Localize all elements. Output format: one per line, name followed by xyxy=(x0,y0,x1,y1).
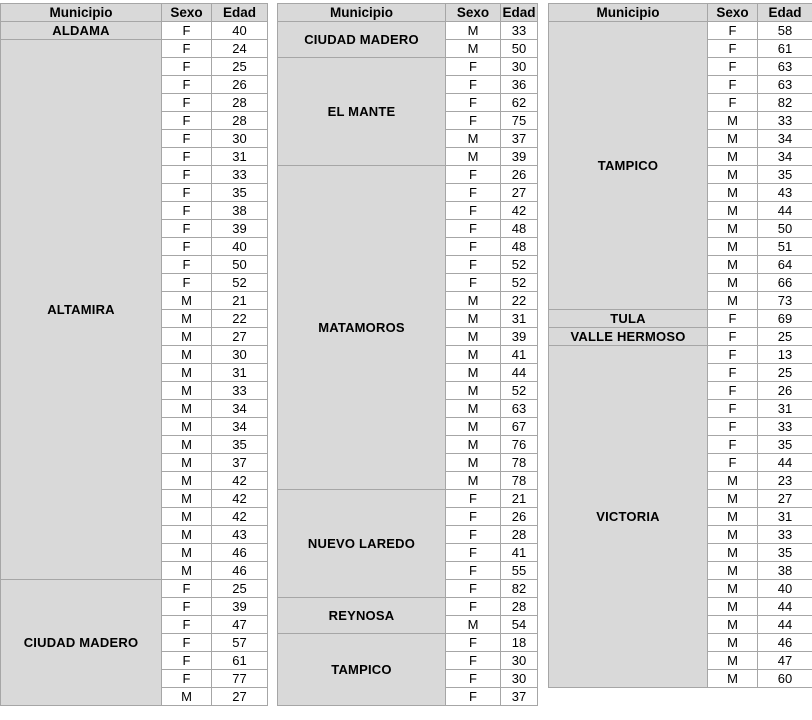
sexo-cell: M xyxy=(446,454,501,472)
edad-cell: 78 xyxy=(501,472,538,490)
sexo-cell: F xyxy=(708,310,758,328)
edad-cell: 26 xyxy=(501,166,538,184)
sexo-cell: M xyxy=(708,292,758,310)
sexo-cell: M xyxy=(162,688,212,706)
sexo-cell: M xyxy=(162,562,212,580)
edad-cell: 61 xyxy=(212,652,268,670)
sexo-cell: M xyxy=(446,436,501,454)
edad-cell: 35 xyxy=(758,166,812,184)
sexo-cell: M xyxy=(708,238,758,256)
sexo-cell: F xyxy=(162,670,212,688)
sexo-cell: M xyxy=(708,130,758,148)
sexo-cell: M xyxy=(446,400,501,418)
edad-cell: 38 xyxy=(758,562,812,580)
municipio-cell: VICTORIA xyxy=(549,346,708,688)
edad-cell: 46 xyxy=(212,544,268,562)
sexo-cell: M xyxy=(162,310,212,328)
sexo-cell: F xyxy=(162,256,212,274)
sexo-cell: F xyxy=(708,454,758,472)
edad-cell: 25 xyxy=(212,580,268,598)
table-row xyxy=(549,346,812,364)
sexo-cell: F xyxy=(708,40,758,58)
sexo-cell: F xyxy=(708,364,758,382)
edad-cell: 44 xyxy=(501,364,538,382)
sexo-cell: M xyxy=(446,418,501,436)
sexo-cell: M xyxy=(708,634,758,652)
sexo-cell: M xyxy=(708,166,758,184)
sexo-cell: F xyxy=(162,130,212,148)
edad-cell: 66 xyxy=(758,274,812,292)
sexo-cell: F xyxy=(446,598,501,616)
sexo-cell: F xyxy=(446,184,501,202)
table-row xyxy=(278,166,538,184)
edad-cell: 42 xyxy=(501,202,538,220)
edad-cell: 51 xyxy=(758,238,812,256)
table-body xyxy=(549,22,812,688)
sexo-cell: M xyxy=(162,328,212,346)
sexo-cell: F xyxy=(162,166,212,184)
sexo-cell: F xyxy=(162,598,212,616)
edad-cell: 34 xyxy=(212,400,268,418)
municipio-cell: ALTAMIRA xyxy=(1,40,162,580)
sexo-cell: F xyxy=(162,148,212,166)
edad-cell: 28 xyxy=(212,112,268,130)
table-body xyxy=(1,22,268,706)
data-table-3 xyxy=(548,3,812,688)
edad-cell: 30 xyxy=(501,652,538,670)
sexo-cell: M xyxy=(162,508,212,526)
edad-cell: 50 xyxy=(501,40,538,58)
sexo-cell: F xyxy=(446,220,501,238)
sexo-cell: F xyxy=(162,40,212,58)
municipio-cell: TAMPICO xyxy=(549,22,708,310)
sexo-cell: M xyxy=(162,382,212,400)
edad-cell: 55 xyxy=(501,562,538,580)
edad-cell: 76 xyxy=(501,436,538,454)
sexo-cell: F xyxy=(708,400,758,418)
edad-cell: 33 xyxy=(501,22,538,40)
sexo-cell: F xyxy=(162,184,212,202)
edad-cell: 33 xyxy=(212,382,268,400)
table-row xyxy=(278,634,538,652)
edad-cell: 52 xyxy=(501,274,538,292)
edad-cell: 30 xyxy=(501,58,538,76)
edad-cell: 13 xyxy=(758,346,812,364)
data-table-2 xyxy=(277,3,538,706)
edad-cell: 25 xyxy=(758,364,812,382)
sexo-cell: M xyxy=(708,256,758,274)
sexo-cell: F xyxy=(446,526,501,544)
edad-cell: 39 xyxy=(501,148,538,166)
edad-cell: 47 xyxy=(212,616,268,634)
header-sexo: Sexo xyxy=(446,4,501,22)
municipio-cell: CIUDAD MADERO xyxy=(278,22,446,58)
sexo-cell: M xyxy=(708,184,758,202)
municipio-cell: VALLE HERMOSO xyxy=(549,328,708,346)
sexo-cell: F xyxy=(162,220,212,238)
sexo-cell: M xyxy=(708,202,758,220)
edad-cell: 43 xyxy=(758,184,812,202)
municipio-cell: ALDAMA xyxy=(1,22,162,40)
sexo-cell: M xyxy=(162,418,212,436)
municipio-cell: TAMPICO xyxy=(278,634,446,706)
edad-cell: 54 xyxy=(501,616,538,634)
sexo-cell: M xyxy=(708,508,758,526)
sexo-cell: M xyxy=(708,562,758,580)
sexo-cell: F xyxy=(446,688,501,706)
sexo-cell: F xyxy=(446,58,501,76)
edad-cell: 63 xyxy=(758,58,812,76)
sexo-cell: F xyxy=(708,328,758,346)
sexo-cell: F xyxy=(162,22,212,40)
edad-cell: 26 xyxy=(501,508,538,526)
sexo-cell: M xyxy=(162,454,212,472)
table-row xyxy=(278,58,538,76)
edad-cell: 30 xyxy=(212,130,268,148)
edad-cell: 27 xyxy=(212,328,268,346)
sexo-cell: M xyxy=(708,598,758,616)
sexo-cell: M xyxy=(446,472,501,490)
edad-cell: 39 xyxy=(501,328,538,346)
sexo-cell: M xyxy=(162,490,212,508)
edad-cell: 22 xyxy=(501,292,538,310)
table-row xyxy=(1,580,268,598)
header-row xyxy=(1,4,268,22)
edad-cell: 25 xyxy=(212,58,268,76)
edad-cell: 35 xyxy=(758,544,812,562)
edad-cell: 44 xyxy=(758,202,812,220)
header-row xyxy=(549,4,812,22)
sexo-cell: F xyxy=(162,274,212,292)
sexo-cell: M xyxy=(446,382,501,400)
edad-cell: 41 xyxy=(501,544,538,562)
sexo-cell: F xyxy=(446,634,501,652)
edad-cell: 23 xyxy=(758,472,812,490)
edad-cell: 52 xyxy=(501,382,538,400)
sexo-cell: M xyxy=(708,670,758,688)
sexo-cell: F xyxy=(446,652,501,670)
edad-cell: 43 xyxy=(212,526,268,544)
edad-cell: 48 xyxy=(501,220,538,238)
sexo-cell: F xyxy=(162,76,212,94)
edad-cell: 52 xyxy=(501,256,538,274)
edad-cell: 33 xyxy=(758,418,812,436)
sexo-cell: F xyxy=(446,490,501,508)
edad-cell: 31 xyxy=(758,400,812,418)
header-sexo: Sexo xyxy=(162,4,212,22)
edad-cell: 50 xyxy=(758,220,812,238)
edad-cell: 21 xyxy=(212,292,268,310)
sexo-cell: F xyxy=(446,94,501,112)
edad-cell: 82 xyxy=(501,580,538,598)
sexo-cell: F xyxy=(708,382,758,400)
sexo-cell: M xyxy=(708,616,758,634)
sexo-cell: F xyxy=(162,112,212,130)
sexo-cell: M xyxy=(708,220,758,238)
edad-cell: 35 xyxy=(758,436,812,454)
header-municipio: Municipio xyxy=(1,4,162,22)
sexo-cell: M xyxy=(446,328,501,346)
sexo-cell: F xyxy=(708,94,758,112)
table-row xyxy=(1,40,268,58)
sexo-cell: F xyxy=(446,112,501,130)
sexo-cell: M xyxy=(708,472,758,490)
edad-cell: 36 xyxy=(501,76,538,94)
edad-cell: 82 xyxy=(758,94,812,112)
edad-cell: 18 xyxy=(501,634,538,652)
sexo-cell: F xyxy=(162,634,212,652)
edad-cell: 39 xyxy=(212,598,268,616)
sexo-cell: M xyxy=(446,364,501,382)
header-municipio: Municipio xyxy=(278,4,446,22)
edad-cell: 27 xyxy=(212,688,268,706)
header-sexo: Sexo xyxy=(708,4,758,22)
sexo-cell: F xyxy=(708,58,758,76)
edad-cell: 57 xyxy=(212,634,268,652)
header-edad: Edad xyxy=(758,4,812,22)
sexo-cell: F xyxy=(446,238,501,256)
edad-cell: 31 xyxy=(501,310,538,328)
sexo-cell: F xyxy=(446,274,501,292)
edad-cell: 35 xyxy=(212,184,268,202)
table-row xyxy=(278,22,538,40)
edad-cell: 69 xyxy=(758,310,812,328)
edad-cell: 26 xyxy=(212,76,268,94)
edad-cell: 26 xyxy=(758,382,812,400)
municipio-cell: MATAMOROS xyxy=(278,166,446,490)
edad-cell: 31 xyxy=(212,364,268,382)
edad-cell: 77 xyxy=(212,670,268,688)
sexo-cell: F xyxy=(162,202,212,220)
sexo-cell: F xyxy=(446,508,501,526)
sexo-cell: F xyxy=(446,544,501,562)
edad-cell: 24 xyxy=(212,40,268,58)
sexo-cell: M xyxy=(446,346,501,364)
sexo-cell: M xyxy=(446,130,501,148)
edad-cell: 34 xyxy=(758,148,812,166)
edad-cell: 42 xyxy=(212,472,268,490)
edad-cell: 62 xyxy=(501,94,538,112)
sexo-cell: F xyxy=(446,670,501,688)
edad-cell: 60 xyxy=(758,670,812,688)
edad-cell: 44 xyxy=(758,616,812,634)
sexo-cell: F xyxy=(446,166,501,184)
sexo-cell: M xyxy=(708,490,758,508)
sexo-cell: F xyxy=(446,76,501,94)
edad-cell: 28 xyxy=(501,526,538,544)
sexo-cell: M xyxy=(446,22,501,40)
sexo-cell: F xyxy=(162,616,212,634)
sexo-cell: M xyxy=(708,274,758,292)
sexo-cell: F xyxy=(162,652,212,670)
edad-cell: 58 xyxy=(758,22,812,40)
edad-cell: 40 xyxy=(212,238,268,256)
sexo-cell: F xyxy=(708,76,758,94)
table-row xyxy=(278,490,538,508)
edad-cell: 63 xyxy=(501,400,538,418)
edad-cell: 64 xyxy=(758,256,812,274)
edad-cell: 21 xyxy=(501,490,538,508)
edad-cell: 34 xyxy=(758,130,812,148)
edad-cell: 41 xyxy=(501,346,538,364)
edad-cell: 30 xyxy=(501,670,538,688)
edad-cell: 44 xyxy=(758,454,812,472)
sexo-cell: F xyxy=(162,58,212,76)
sexo-cell: F xyxy=(446,202,501,220)
edad-cell: 75 xyxy=(501,112,538,130)
edad-cell: 30 xyxy=(212,346,268,364)
header-municipio: Municipio xyxy=(549,4,708,22)
edad-cell: 27 xyxy=(758,490,812,508)
municipio-cell: EL MANTE xyxy=(278,58,446,166)
sexo-cell: M xyxy=(162,400,212,418)
edad-cell: 27 xyxy=(501,184,538,202)
edad-cell: 48 xyxy=(501,238,538,256)
edad-cell: 28 xyxy=(212,94,268,112)
sexo-cell: M xyxy=(708,652,758,670)
sexo-cell: F xyxy=(446,580,501,598)
edad-cell: 42 xyxy=(212,490,268,508)
edad-cell: 31 xyxy=(758,508,812,526)
edad-cell: 61 xyxy=(758,40,812,58)
sexo-cell: M xyxy=(162,436,212,454)
edad-cell: 37 xyxy=(501,130,538,148)
sexo-cell: M xyxy=(446,310,501,328)
sexo-cell: M xyxy=(162,292,212,310)
edad-cell: 44 xyxy=(758,598,812,616)
municipio-cell: NUEVO LAREDO xyxy=(278,490,446,598)
sexo-cell: M xyxy=(446,292,501,310)
table-row xyxy=(549,22,812,40)
table-row xyxy=(549,310,812,328)
sexo-cell: M xyxy=(162,364,212,382)
sexo-cell: M xyxy=(162,472,212,490)
edad-cell: 63 xyxy=(758,76,812,94)
sexo-cell: M xyxy=(162,526,212,544)
edad-cell: 31 xyxy=(212,148,268,166)
municipio-cell: TULA xyxy=(549,310,708,328)
edad-cell: 52 xyxy=(212,274,268,292)
table-row xyxy=(549,328,812,346)
edad-cell: 33 xyxy=(758,112,812,130)
sexo-cell: M xyxy=(708,544,758,562)
sexo-cell: M xyxy=(162,544,212,562)
edad-cell: 38 xyxy=(212,202,268,220)
municipio-cell: REYNOSA xyxy=(278,598,446,634)
edad-cell: 67 xyxy=(501,418,538,436)
sexo-cell: M xyxy=(446,40,501,58)
edad-cell: 37 xyxy=(212,454,268,472)
municipio-cell: CIUDAD MADERO xyxy=(1,580,162,706)
edad-cell: 28 xyxy=(501,598,538,616)
sexo-cell: F xyxy=(162,238,212,256)
header-row xyxy=(278,4,538,22)
edad-cell: 40 xyxy=(758,580,812,598)
sexo-cell: F xyxy=(162,94,212,112)
sexo-cell: F xyxy=(708,418,758,436)
edad-cell: 50 xyxy=(212,256,268,274)
sexo-cell: F xyxy=(708,22,758,40)
edad-cell: 35 xyxy=(212,436,268,454)
edad-cell: 25 xyxy=(758,328,812,346)
edad-cell: 42 xyxy=(212,508,268,526)
data-table-1 xyxy=(0,3,268,706)
edad-cell: 34 xyxy=(212,418,268,436)
sexo-cell: M xyxy=(708,148,758,166)
sexo-cell: M xyxy=(446,148,501,166)
sexo-cell: M xyxy=(708,112,758,130)
sexo-cell: M xyxy=(708,580,758,598)
edad-cell: 78 xyxy=(501,454,538,472)
sexo-cell: M xyxy=(708,526,758,544)
table-body xyxy=(278,22,538,706)
sexo-cell: F xyxy=(446,256,501,274)
sexo-cell: F xyxy=(162,580,212,598)
sexo-cell: M xyxy=(446,616,501,634)
sexo-cell: F xyxy=(708,436,758,454)
edad-cell: 33 xyxy=(212,166,268,184)
edad-cell: 22 xyxy=(212,310,268,328)
edad-cell: 46 xyxy=(758,634,812,652)
edad-cell: 39 xyxy=(212,220,268,238)
sexo-cell: F xyxy=(708,346,758,364)
edad-cell: 37 xyxy=(501,688,538,706)
edad-cell: 47 xyxy=(758,652,812,670)
header-edad: Edad xyxy=(502,5,536,20)
table-row xyxy=(1,22,268,40)
sexo-cell: M xyxy=(162,346,212,364)
table-row xyxy=(278,598,538,616)
edad-cell: 33 xyxy=(758,526,812,544)
edad-cell: 40 xyxy=(212,22,268,40)
edad-cell: 73 xyxy=(758,292,812,310)
sexo-cell: F xyxy=(446,562,501,580)
header-edad: Edad xyxy=(212,4,268,22)
edad-cell: 46 xyxy=(212,562,268,580)
